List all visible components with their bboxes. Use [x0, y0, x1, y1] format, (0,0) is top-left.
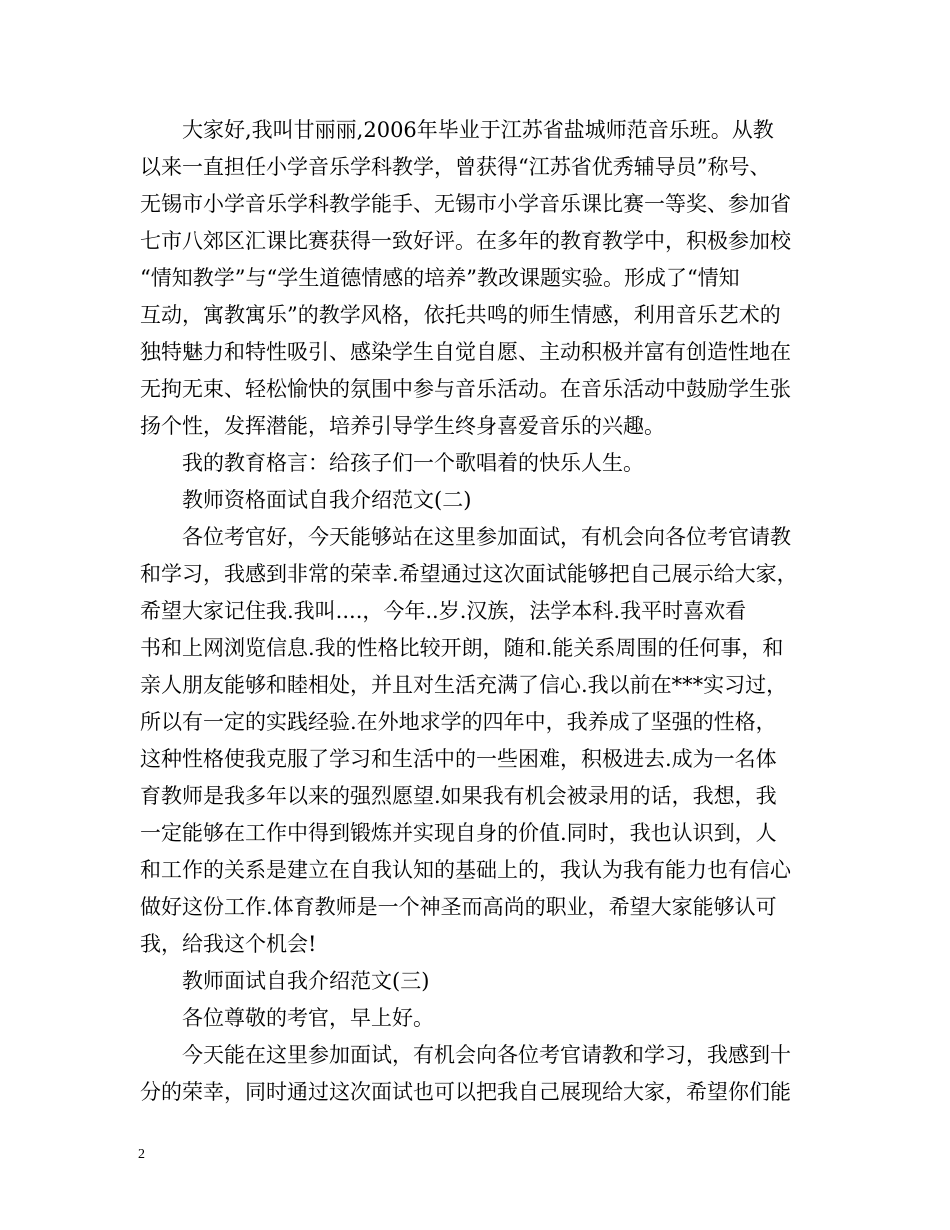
paragraph-line: “情知教学”与“学生道德情感的培养”教改课题实验。形成了“情知: [140, 266, 740, 290]
paragraph-line: 各位尊敬的考官，早上好。: [182, 1006, 434, 1030]
paragraph-line: 亲人朋友能够和睦相处，并且对生活充满了信心.我以前在***实习过，: [140, 673, 788, 697]
paragraph-line: 以来一直担任小学音乐学科教学，曾获得“江苏省优秀辅导员”称号、: [140, 155, 771, 179]
paragraph-line: 和学习，我感到非常的荣幸.希望通过这次面试能够把自己展示给大家，: [140, 562, 798, 586]
paragraph-line: 做好这份工作.体育教师是一个神圣而高尚的职业，希望大家能够认可: [140, 895, 777, 919]
paragraph-line: 无锡市小学音乐学科教学能手、无锡市小学音乐课比赛一等奖、参加省: [140, 192, 791, 216]
section-heading: 教师资格面试自我介绍范文(二): [182, 488, 472, 512]
paragraph-line: 书和上网浏览信息.我的性格比较开朗，随和.能关系周围的任何事，和: [140, 636, 784, 660]
paragraph-line: 希望大家记住我.我叫....，今年..岁.汉族，法学本科.我平时喜欢看: [140, 599, 747, 623]
paragraph-line: 分的荣幸，同时通过这次面试也可以把我自己展现给大家，希望你们能: [140, 1080, 791, 1104]
paragraph-line: 所以有一定的实践经验.在外地求学的四年中，我养成了坚强的性格，: [140, 710, 777, 734]
paragraph-line: 互动，寓教寓乐”的教学风格，依托共鸣的师生情感，利用音乐艺术的: [140, 303, 781, 327]
paragraph-line: 各位考官好，今天能够站在这里参加面试，有机会向各位考官请教: [182, 525, 791, 549]
paragraph-line: 一定能够在工作中得到锻炼并实现自身的价值.同时，我也认识到，人: [140, 821, 777, 845]
paragraph-line: 这种性格使我克服了学习和生活中的一些困难，积极进去.成为一名体: [140, 747, 777, 771]
page-number: 2: [138, 1147, 145, 1162]
paragraph-line: 今天能在这里参加面试，有机会向各位考官请教和学习，我感到十: [182, 1043, 791, 1067]
paragraph-line: 独特魅力和特性吸引、感染学生自觉自愿、主动积极并富有创造性地在: [140, 340, 791, 364]
paragraph-line: 大家好,我叫甘丽丽,2006年毕业于江苏省盐城师范音乐班。从教: [182, 118, 774, 142]
section-heading: 教师面试自我介绍范文(三): [182, 969, 430, 993]
paragraph-line: 七市八郊区汇课比赛获得一致好评。在多年的教育教学中，积极参加校: [140, 229, 791, 253]
motto-line: 我的教育格言：给孩子们一个歌唱着的快乐人生。: [182, 451, 644, 475]
paragraph-line: 和工作的关系是建立在自我认知的基础上的，我认为我有能力也有信心: [140, 858, 791, 882]
paragraph-line: 育教师是我多年以来的强烈愿望.如果我有机会被录用的话，我想，我: [140, 784, 777, 808]
paragraph-line: 无拘无束、轻松愉快的氛围中参与音乐活动。在音乐活动中鼓励学生张: [140, 377, 791, 401]
paragraph-line: 我，给我这个机会!: [140, 932, 317, 956]
paragraph-line: 扬个性，发挥潜能，培养引导学生终身喜爱音乐的兴趣。: [140, 414, 665, 438]
